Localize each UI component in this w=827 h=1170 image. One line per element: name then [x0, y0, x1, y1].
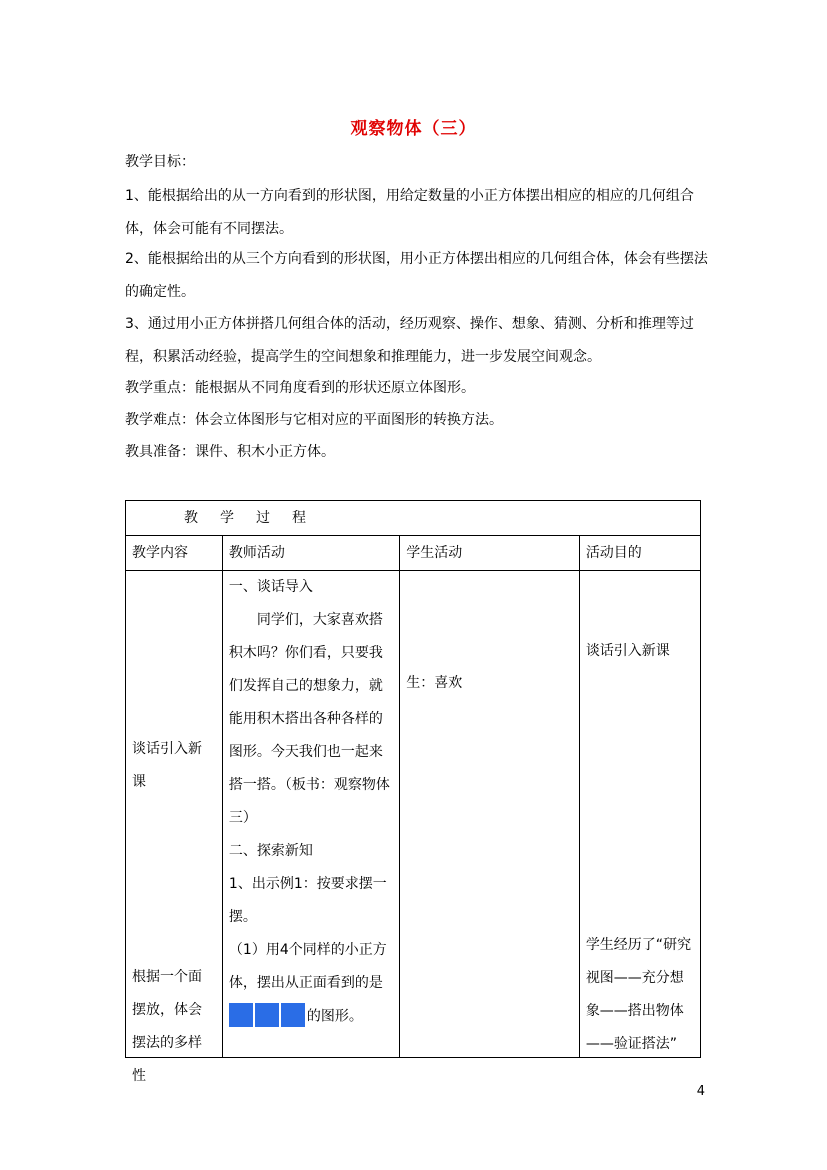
col-header-teacher: 教师活动	[222, 536, 399, 571]
purpose-intro: 谈话引入新课	[585, 643, 670, 659]
teacher-intro-heading: 一、谈话导入	[228, 579, 313, 595]
col-header-content: 教学内容	[126, 536, 223, 571]
objective-2: 2、能根据给出的从三个方向看到的形状图，用小正方体摆出相应的几何组合体，体会有些摆法的确定性。	[125, 251, 708, 300]
difficulty: 教学难点：体会立体图形与它相对应的平面图形的转换方法。	[125, 412, 503, 428]
key-point: 教学重点：能根据从不同角度看到的形状还原立体图形。	[125, 380, 475, 396]
teacher-task-text-b: 的图形。	[306, 1008, 363, 1025]
teacher-intro-text: 同学们，大家喜欢搭积木吗？你们看，只要我们发挥自己的想象力，就能用积木搭出各种各样的图形。今天我们也一起来搭一搭。（板书：观察物体三）	[228, 612, 390, 826]
process-table	[125, 500, 701, 1084]
teacher-example: 1、出示例1：按要求摆一摆。	[228, 876, 387, 925]
col-header-purpose: 活动目的	[579, 536, 700, 571]
content-explore: 根据一个面摆放，体会摆法的多样性	[132, 969, 202, 1084]
content-cell	[126, 571, 223, 1084]
page-title: 观察物体（三）	[350, 119, 477, 139]
teacher-task-text-a: （1）用4个同样的小正方体，摆出从正面看到的是	[228, 942, 387, 991]
col-header-student: 学生活动	[400, 536, 580, 571]
student-response: 生：喜欢	[406, 675, 463, 691]
objectives-heading: 教学目标：	[125, 154, 195, 170]
materials: 教具准备：课件、积木小正方体。	[125, 444, 335, 460]
front-view-figure	[229, 999, 307, 1032]
teacher-cell	[222, 571, 399, 1058]
objective-1: 1、能根据给出的从一方向看到的形状图，用给定数量的小正方体摆出相应的相应的几何组合体，体会可能有不同摆法。	[125, 188, 694, 237]
page-number: 4	[696, 1084, 705, 1099]
cube-square	[229, 1003, 255, 1027]
objective-3: 3、通过用小正方体拼搭几何组合体的活动，经历观察、操作、想象、猜测、分析和推理等过程，积累活动经验，提高学生的空间想象和推理能力，进一步发展空间观念。	[125, 316, 694, 365]
table-header: 教学过程	[126, 501, 701, 536]
teacher-task	[229, 934, 393, 1034]
cube-square	[255, 1003, 281, 1027]
student-cell	[400, 571, 580, 1058]
teacher-explore-heading: 二、探索新知	[228, 843, 313, 859]
purpose-explore: 学生经历了“研究视图——充分想象——搭出物体——验证搭法”	[585, 937, 692, 1052]
cube-square	[281, 1003, 307, 1027]
content-intro: 谈话引入新课	[132, 741, 202, 790]
purpose-cell	[579, 571, 700, 1058]
